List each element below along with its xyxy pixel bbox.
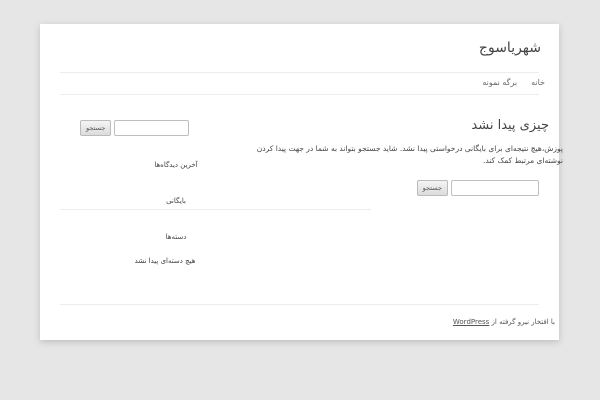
widget-title-categories: دسته‌ها (165, 233, 187, 241)
sidebar-search-input[interactable] (114, 120, 189, 136)
sidebar-search-form (80, 120, 189, 136)
main-nav (482, 78, 545, 87)
nav-divider (60, 94, 539, 95)
sidebar-search-button[interactable]: جستجو (80, 120, 111, 136)
widget-title-archives: بایگانی (166, 197, 186, 205)
footer-credit (453, 318, 555, 326)
nav-item-sample-page[interactable]: برگه نمونه (482, 78, 518, 87)
not-found-message: پوزش،هیچ نتیجه‌ای برای بایگانی درخواستی پیدا نشد. شاید جستجو بتواند به شما در جهت پیدا کردن نوشته‌ای مرتبط کمک کند. (256, 144, 563, 165)
site-title[interactable]: شهریاسوج (478, 40, 541, 56)
header-divider (60, 72, 539, 73)
footer-text: با افتخار نیرو گرفته از (491, 318, 555, 326)
wordpress-link[interactable]: WordPress (452, 318, 490, 326)
content-divider (60, 209, 371, 210)
page-container (40, 24, 563, 340)
widget-title-recent-comments: آخرین دیدگاه‌ها (154, 161, 198, 169)
content-search-button[interactable]: جستجو (417, 180, 448, 196)
content-search-input[interactable] (451, 180, 539, 196)
no-categories-text: هیچ دسته‌ای پیدا نشد (134, 257, 196, 265)
nav-item-home[interactable]: خانه (531, 78, 545, 87)
content-search-form (417, 180, 539, 196)
content-title: چیزی پیدا نشد (471, 118, 549, 133)
footer-divider (60, 304, 539, 305)
